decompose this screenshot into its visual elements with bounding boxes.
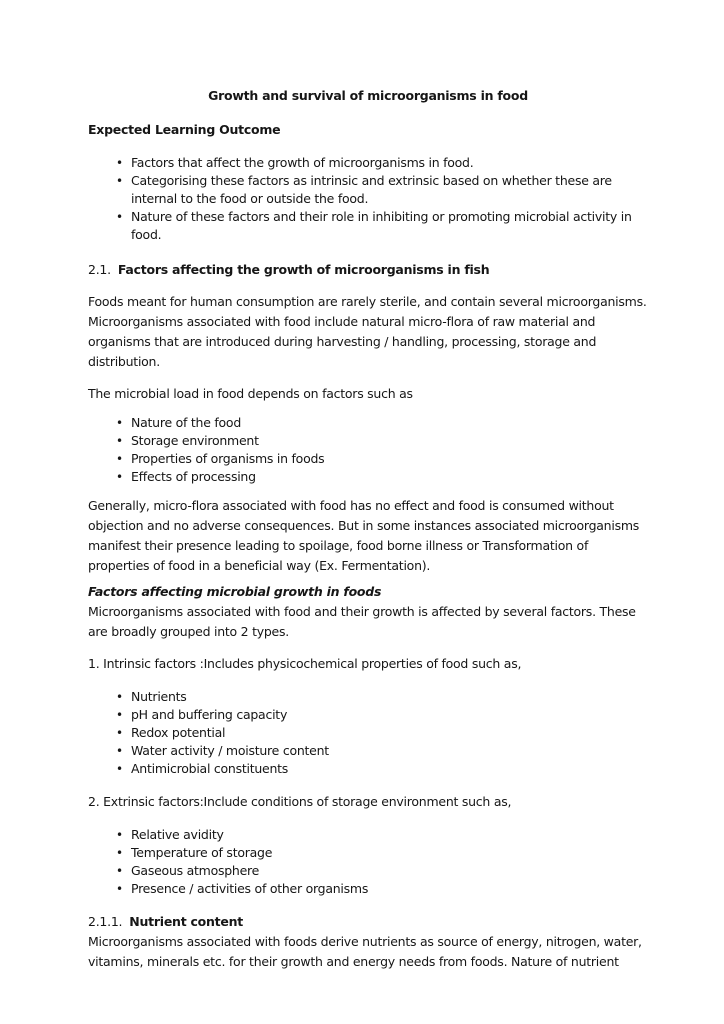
list-item-text: Nature of the food (131, 415, 242, 430)
paragraph-foods-sterile: Foods meant for human consumption are rarely sterile, and contain several microorganisms. Microorganisms associated with food include natural micro-flora of raw material and organisms that are introduced during harvesting / handling, processing, storage and distribution. (88, 294, 647, 369)
bullet-icon (116, 742, 131, 760)
bullet-icon (116, 724, 131, 742)
list-item (116, 468, 648, 486)
list-item (116, 862, 648, 880)
list-item (116, 742, 648, 760)
section-number: 2.1.1. (88, 914, 123, 929)
extrinsic-factors-list (88, 826, 648, 898)
paragraph-microbial-load: The microbial load in food depends on factors such as (88, 386, 413, 401)
list-item-text: Properties of organisms in foods (131, 451, 325, 466)
bullet-icon (116, 826, 131, 844)
paragraph-nutrients: Microorganisms associated with foods derive nutrients as source of energy, nitrogen, water, vitamins, minerals etc. for their growth and energy needs from foods. Nature of nutrient (88, 934, 642, 969)
list-item-text: Effects of processing (131, 469, 256, 484)
list-item (116, 688, 648, 706)
bullet-icon (116, 154, 131, 172)
list-item-text: pH and buffering capacity (131, 707, 288, 722)
paragraph-intrinsic-intro: 1. Intrinsic factors :Includes physicochemical properties of food such as, (88, 656, 522, 671)
learning-outcome-list (88, 154, 648, 244)
load-factors-list (88, 414, 648, 486)
bullet-icon (116, 432, 131, 450)
bullet-icon (116, 688, 131, 706)
section-2-1-heading (88, 260, 648, 280)
document-title: Growth and survival of microorganisms in food (208, 88, 528, 103)
list-item-text: Temperature of storage (131, 845, 273, 860)
list-item (116, 826, 648, 844)
list-item (116, 880, 648, 898)
list-item-text: Water activity / moisture content (131, 743, 329, 758)
list-item (116, 414, 648, 432)
list-item-text: Nutrients (131, 689, 187, 704)
section-title: Factors affecting the growth of microorganisms in fish (117, 262, 490, 277)
bullet-icon (116, 880, 131, 898)
list-item (116, 844, 648, 862)
bullet-icon (116, 450, 131, 468)
list-item (116, 172, 648, 208)
paragraph-generally: Generally, micro-flora associated with food has no effect and food is consumed without objection and no adverse consequences. But in some instances associated microorganisms manifest their presence leading to spoilage, food borne illness or Transformation of properties of food in a beneficial way (Ex. Fermentation). (88, 498, 640, 573)
list-item (116, 450, 648, 468)
paragraph-extrinsic-intro: 2. Extrinsic factors:Include conditions of storage environment such as, (88, 794, 512, 809)
bullet-icon (116, 760, 131, 778)
section-title: Nutrient content (129, 914, 243, 929)
nutrient-content-block (88, 912, 648, 972)
bullet-icon (116, 706, 131, 724)
expected-learning-outcome-heading: Expected Learning Outcome (88, 122, 281, 137)
bullet-icon (116, 172, 131, 208)
factors-affecting-heading: Factors affecting microbial growth in foods (88, 584, 382, 599)
bullet-icon (116, 468, 131, 486)
list-item (116, 724, 648, 742)
bullet-icon (116, 414, 131, 432)
list-item-text: Gaseous atmosphere (131, 863, 260, 878)
list-item (116, 760, 648, 778)
list-item-text: Presence / activities of other organisms (131, 881, 369, 896)
list-item-text: Categorising these factors as intrinsic and extrinsic based on whether these are internal to the food or outside the food. (131, 173, 612, 206)
list-item-text: Antimicrobial constituents (131, 761, 289, 776)
section-number: 2.1. (88, 262, 111, 277)
section-2-1-1-heading (88, 912, 648, 932)
list-item-text: Storage environment (131, 433, 259, 448)
paragraph-two-types: Microorganisms associated with food and their growth is affected by several factors. These are broadly grouped into 2 types. (88, 604, 636, 639)
list-item-text: Relative avidity (131, 827, 224, 842)
list-item-text: Nature of these factors and their role in inhibiting or promoting microbial activity in food. (131, 209, 632, 242)
list-item-text: Redox potential (131, 725, 226, 740)
list-item (116, 208, 648, 244)
bullet-icon (116, 208, 131, 244)
list-item (116, 432, 648, 450)
intrinsic-factors-list (88, 688, 648, 778)
factors-block (88, 582, 648, 642)
list-item (116, 706, 648, 724)
bullet-icon (116, 844, 131, 862)
list-item-text: Factors that affect the growth of microorganisms in food. (131, 155, 474, 170)
list-item (116, 154, 648, 172)
bullet-icon (116, 862, 131, 880)
